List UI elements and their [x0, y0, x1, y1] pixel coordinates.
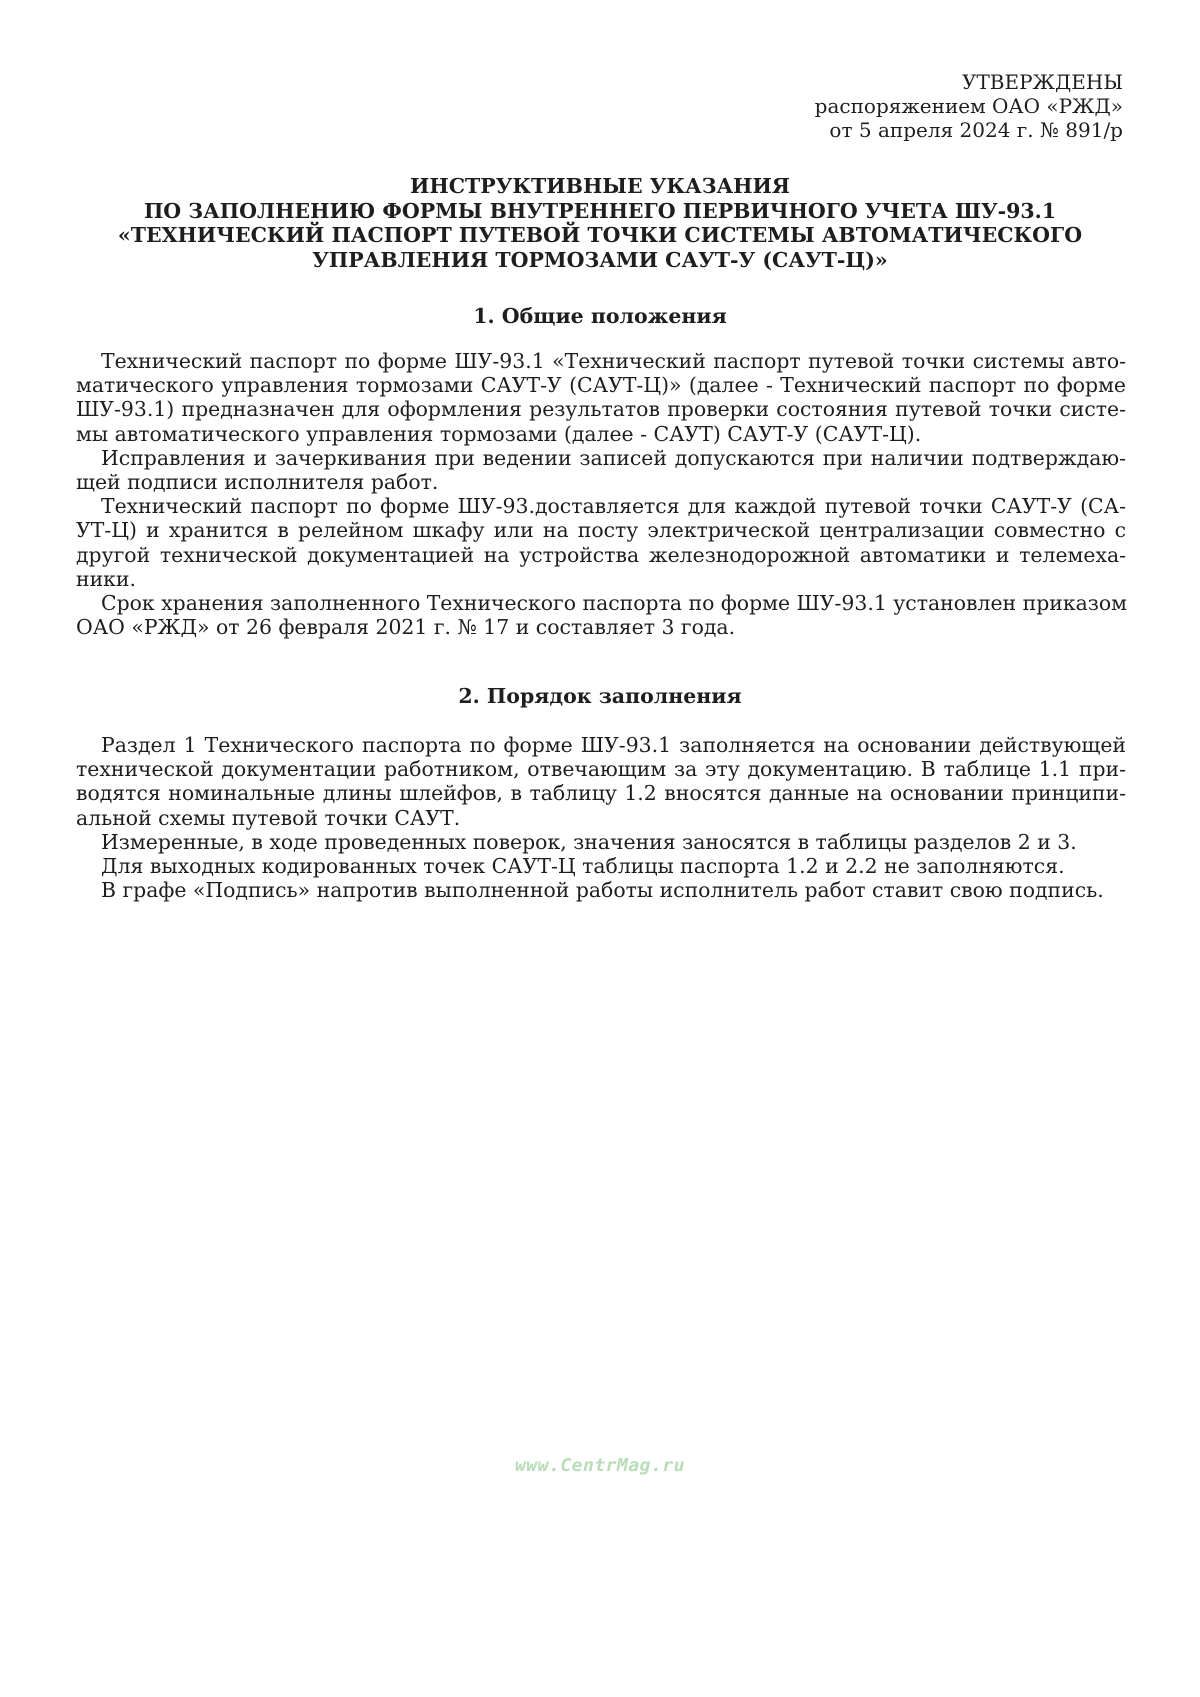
approval-line-order: распоряжением ОАО «РЖД» [814, 94, 1123, 118]
paragraph-line: ники. [76, 566, 136, 591]
approval-line-date: от 5 апреля 2024 г. № 891/р [829, 118, 1123, 142]
document-title [100, 174, 1100, 272]
paragraph-line: ОАО «РЖД» от 26 февраля 2021 г. № 17 и составляет 3 года. [76, 615, 736, 640]
paragraph [76, 446, 1126, 494]
paragraph-line: альной схемы путевой точки САУТ. [76, 805, 461, 830]
watermark: www.CentrMag.ru [514, 1455, 686, 1476]
section-2-heading: 2. Порядок заполнения [458, 684, 742, 708]
paragraph [76, 878, 1126, 902]
paragraph-line: водятся номинальные длины шлейфов, в таблицу 1.2 вносятся данные на основании принципи- [76, 781, 1126, 806]
paragraph-line: другой технической документацией на устройства железнодорожной автоматики и телемеха- [76, 542, 1126, 567]
paragraph-line: УТ-Ц) и хранится в релейном шкафу или на посту электрической централизации совместно с [76, 518, 1126, 543]
paragraph-line: ШУ-93.1) предназначен для оформления результатов проверки состояния путевой точки систе- [76, 397, 1126, 422]
paragraph-line: В графе «Подпись» напротив выполненной работы исполнитель работ ставит свою подпись. [101, 878, 1104, 903]
title-line-4: УПРАВЛЕНИЯ ТОРМОЗАМИ САУТ-У (САУТ-Ц)» [312, 247, 888, 272]
paragraph-line: Исправления и зачеркивания при ведении записей допускаются при наличии подтверждаю- [101, 445, 1126, 470]
paragraph-line: Технический паспорт по форме ШУ-93.1 «Технический паспорт путевой точки системы авто- [101, 349, 1126, 373]
paragraph [76, 830, 1126, 854]
section-2-body [76, 733, 1126, 902]
paragraph-line: технической документации работником, отвечающим за эту документацию. В таблице 1.1 при- [76, 757, 1126, 782]
approval-stamp [815, 70, 1123, 142]
paragraph [76, 733, 1126, 830]
paragraph [76, 591, 1126, 639]
paragraph-line: Срок хранения заполненного Технического паспорта по форме ШУ-93.1 установлен приказом [101, 591, 1127, 616]
section-1-body [76, 349, 1126, 639]
paragraph-line: щей подписи исполнителя работ. [76, 470, 439, 495]
paragraph-line: Технический паспорт по форме ШУ-93.доставляется для каждой путевой точки САУТ-У (СА- [101, 494, 1126, 519]
paragraph [76, 349, 1126, 446]
title-line-1: ИНСТРУКТИВНЫЕ УКАЗАНИЯ [409, 174, 790, 198]
paragraph-line: Измеренные, в ходе проведенных поверок, значения заносятся в таблицы разделов 2 и 3. [101, 829, 1077, 854]
paragraph-line: матического управления тормозами САУТ-У (САУТ-Ц)» (далее - Технический паспорт по форме [76, 373, 1126, 398]
approval-line-approved: УТВЕРЖДЕНЫ [962, 70, 1123, 94]
paragraph-line: мы автоматического управления тормозами (далее - САУТ) САУТ-У (САУТ-Ц). [76, 421, 922, 446]
paragraph-line: Раздел 1 Технического паспорта по форме ШУ-93.1 заполняется на основании действующей [101, 733, 1126, 757]
paragraph [76, 494, 1126, 591]
title-line-2: ПО ЗАПОЛНЕНИЮ ФОРМЫ ВНУТРЕННЕГО ПЕРВИЧНОГО УЧЕТА ШУ-93.1 [143, 198, 1057, 223]
section-1-heading: 1. Общие положения [473, 304, 727, 328]
paragraph [76, 854, 1126, 878]
paragraph-line: Для выходных кодированных точек САУТ-Ц таблицы паспорта 1.2 и 2.2 не заполняются. [101, 854, 1065, 879]
title-line-3: «ТЕХНИЧЕСКИЙ ПАСПОРТ ПУТЕВОЙ ТОЧКИ СИСТЕМЫ АВТОМАТИЧЕСКОГО [117, 223, 1083, 247]
